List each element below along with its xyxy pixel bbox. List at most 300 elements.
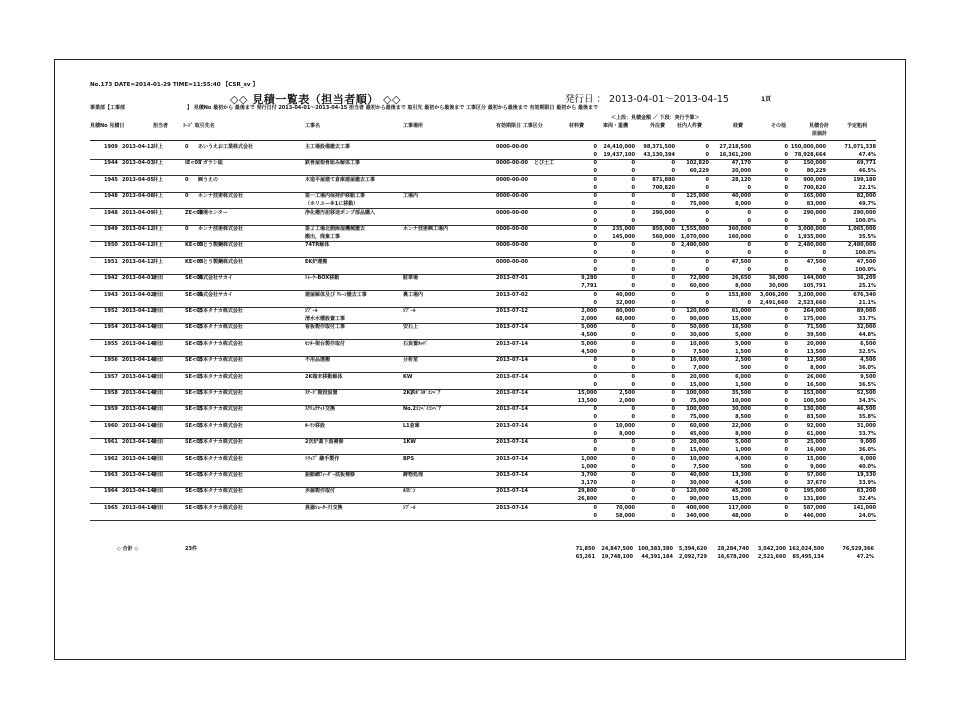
budget-amount: 0 <box>705 266 709 273</box>
budget-amount: 30,000 <box>768 283 788 290</box>
estimate-amount: 0 <box>784 488 788 495</box>
estimate-no: 1960 <box>104 422 118 429</box>
estimate-amount: 4,000 <box>735 455 751 462</box>
budget-amount: 8,000 <box>735 430 751 437</box>
budget-amount: 0 <box>671 365 675 372</box>
estimate-amount: 47,500 <box>731 258 751 265</box>
estimate-date: 2013-04-12 <box>122 308 154 314</box>
client-code: SE<05 <box>185 439 204 446</box>
estimate-amount: 61,000 <box>731 308 751 314</box>
estimate-amount: 0 <box>593 160 597 167</box>
estimate-amount: 100,000 <box>686 390 709 396</box>
estimate-amount: 102,820 <box>686 160 709 167</box>
budget-amount: 0 <box>593 184 597 191</box>
total-estimate-amount: 71,850 <box>575 546 595 552</box>
estimate-amount: 120,000 <box>686 308 709 314</box>
budget-amount: 1,000 <box>735 447 751 454</box>
client-name: かとう製鋼株式会社 <box>198 242 244 249</box>
estimate-date: 2013-04-14 <box>122 472 154 478</box>
estimate-amount: 0 <box>784 406 788 413</box>
estimate-amount: 24,410,000 <box>603 144 635 150</box>
estimate-amount: 150,000,000 <box>790 144 826 150</box>
estimate-amount: 6,500 <box>860 340 876 347</box>
expiry-date: 0000-00-00 <box>496 242 528 249</box>
budget-amount: 0 <box>671 463 675 470</box>
table-row <box>90 324 876 340</box>
estimate-amount: 0 <box>784 357 788 364</box>
budget-amount: 0 <box>593 217 597 224</box>
person-name: 井上 <box>153 176 164 183</box>
estimate-amount: 9,280 <box>581 275 597 282</box>
person-name: 井上 <box>153 209 164 216</box>
work-site: ｼﾌﾞｰﾙ <box>403 504 416 511</box>
estimate-date: 2013-04-14 <box>122 504 154 511</box>
estimate-amount: 40,000 <box>731 193 751 200</box>
estimate-no: 1954 <box>104 324 118 331</box>
estimate-amount: 0 <box>671 406 675 413</box>
budget-amount: 83,500 <box>806 414 826 421</box>
work-name: 建屋解体及び ｸﾚｰﾝ撤去工事 <box>305 291 367 298</box>
estimate-amount: 0 <box>784 472 788 478</box>
estimate-date: 2013-04-08 <box>122 193 154 200</box>
budget-amount: 48,000 <box>731 512 751 519</box>
budget-amount: 20,000 <box>731 168 751 175</box>
estimate-amount: 72,000 <box>689 275 709 282</box>
budget-amount: 0 <box>631 414 635 421</box>
estimate-amount: 70,000 <box>615 504 635 511</box>
budget-amount: 0 <box>784 365 788 372</box>
budget-amount: 0 <box>784 184 788 191</box>
budget-amount: 40.0% <box>858 463 876 470</box>
report-title: ◇◇ 見積一覧表（担当者順） ◇◇ <box>230 93 401 106</box>
work-name: ｼﾌﾞｰﾙ <box>305 308 318 314</box>
estimate-amount: 3,000,000 <box>797 226 826 232</box>
work-name: 木造平屋建て倉庫建屋撤去工事 <box>305 176 376 183</box>
estimate-amount: 0 <box>593 176 597 183</box>
estimate-amount: 26,000 <box>806 373 826 380</box>
budget-amount: 0 <box>631 184 635 191</box>
person-name: 新田 <box>153 275 164 282</box>
estimate-amount: 71,071,338 <box>844 144 876 150</box>
budget-amount: 8,000 <box>735 283 751 290</box>
client-name: ㈱うえの <box>198 176 219 183</box>
expiry-date: 2013-07-14 <box>496 324 528 331</box>
total-estimate-amount: 3,042,200 <box>757 546 786 552</box>
work-name: ｽﾃｰｼﾞ階段設置 <box>305 390 338 396</box>
col-expense: 経費 <box>733 123 744 129</box>
estimate-amount: 35,500 <box>731 390 751 396</box>
estimate-amount: 235,000 <box>612 226 635 232</box>
table-row <box>90 226 876 242</box>
budget-amount: 37,670 <box>806 480 826 486</box>
estimate-amount: 0 <box>784 258 788 265</box>
budget-amount: 0 <box>822 217 826 224</box>
budget-amount: 0 <box>671 316 675 322</box>
col-cost-total: 原価計 <box>812 131 828 137</box>
estimate-amount: 0 <box>631 455 635 462</box>
estimate-no: 1957 <box>104 373 118 380</box>
estimate-amount: 900,000 <box>803 176 826 183</box>
person-name: 新田 <box>153 291 164 298</box>
budget-amount: 100.0% <box>855 217 876 224</box>
page-number: 1頁 <box>761 96 772 103</box>
budget-amount: 700,820 <box>652 184 675 191</box>
client-name: 日本タナカ株式会社 <box>198 422 243 429</box>
budget-amount: 0 <box>784 430 788 437</box>
estimate-amount: 20,000 <box>689 439 709 446</box>
estimate-amount: 0 <box>671 455 675 462</box>
estimate-amount: 0 <box>784 193 788 200</box>
budget-amount: 75,000 <box>689 398 709 404</box>
estimate-amount: 0 <box>671 439 675 446</box>
estimate-amount: 130,000 <box>803 406 826 413</box>
budget-amount: 33.9% <box>858 480 876 486</box>
estimate-amount: 0 <box>784 439 788 446</box>
estimate-amount: 45,200 <box>731 488 751 495</box>
condition-filters: 】 見積No 最初から 最後まで 発行日付 2013-04-01～2013-04-15 担当者 最初から最後まで 取引先 最初から最後まで 工事区分 最初から最後まで 有効期限日 最初から 最後まで <box>187 105 598 111</box>
total-count: 23件 <box>185 546 197 552</box>
budget-amount: 0 <box>671 348 675 355</box>
budget-amount: 1,000 <box>581 463 597 470</box>
budget-amount: 0 <box>784 332 788 339</box>
budget-amount: 1,935,000 <box>797 234 826 240</box>
client-code: IE<05 <box>185 160 202 167</box>
work-name-line2: 搬出，廃棄工事 <box>305 234 341 240</box>
estimate-amount: 360,000 <box>728 226 751 232</box>
client-name: 日本タナカ株式会社 <box>198 439 243 446</box>
expiry-date: 2013-07-14 <box>496 488 528 495</box>
estimate-amount: 3,700 <box>581 472 597 478</box>
budget-amount: 90,000 <box>689 316 709 322</box>
estimate-no: 1909 <box>104 144 118 150</box>
budget-amount: 0 <box>671 332 675 339</box>
work-name: ﾄﾗｯﾌﾟ 継手製作 <box>305 455 340 462</box>
estimate-amount: 63,200 <box>856 488 876 495</box>
estimate-date: 2013-04-14 <box>122 340 154 347</box>
budget-amount: 58,000 <box>615 512 635 519</box>
total-estimate-amount: 76,529,366 <box>842 546 874 552</box>
client-name: 日本タナカ株式会社 <box>198 340 243 347</box>
work-name: 2次炉蓋下落補修 <box>305 439 344 446</box>
budget-amount: 0 <box>671 414 675 421</box>
budget-amount: 0 <box>784 234 788 240</box>
expiry-date: 0000-00-00 <box>496 209 528 216</box>
work-site: ホンナ技術㈱工場内 <box>403 226 449 232</box>
estimate-amount: 0 <box>593 406 597 413</box>
estimate-amount: 0 <box>631 340 635 347</box>
estimate-amount: 0 <box>784 308 788 314</box>
work-name: 歩廊製作取付 <box>305 488 336 495</box>
budget-amount: 2,000 <box>581 316 597 322</box>
client-code: SE<05 <box>185 422 204 429</box>
budget-amount: 0 <box>593 201 597 208</box>
budget-amount: 0 <box>671 496 675 503</box>
estimate-amount: 0 <box>631 176 635 183</box>
estimate-amount: 2,480,000 <box>680 242 709 249</box>
budget-amount: 0 <box>593 430 597 437</box>
total-label: ◇ 合計 ◇ <box>117 546 139 552</box>
estimate-amount: 2,500 <box>619 390 635 396</box>
expiry-date: 2013-07-02 <box>496 291 528 298</box>
budget-amount: 0 <box>784 398 788 404</box>
header-rule <box>90 140 876 141</box>
estimate-amount: 587,000 <box>803 504 826 511</box>
estimate-amount: 0 <box>671 422 675 429</box>
client-code: KE<05 <box>185 242 204 249</box>
client-name: 日本タナカ株式会社 <box>198 373 243 380</box>
client-code: SE<05 <box>185 488 204 495</box>
estimate-amount: 60,000 <box>689 422 709 429</box>
table-row <box>90 275 876 291</box>
estimate-amount: 0 <box>593 226 597 232</box>
person-name: 井上 <box>153 144 164 150</box>
col-other: その他 <box>771 123 787 129</box>
client-name: 日本タナカ株式会社 <box>198 308 243 314</box>
estimate-amount: 0 <box>631 209 635 216</box>
estimate-amount: 0 <box>631 439 635 446</box>
expiry-date: 0000-00-00 <box>496 258 528 265</box>
budget-amount: 33.7% <box>858 316 876 322</box>
expiry-date: 2013-07-14 <box>496 422 528 429</box>
budget-amount: 25.1% <box>858 283 876 290</box>
estimate-amount: 92,000 <box>806 422 826 429</box>
work-site: 石炭置ﾎｯﾊﾟ <box>403 340 429 347</box>
estimate-amount: 0 <box>671 291 675 298</box>
client-code: 0 <box>185 226 189 232</box>
expiry-date: 2013-07-14 <box>496 340 528 347</box>
estimate-amount: 0 <box>593 258 597 265</box>
estimate-no: 1952 <box>104 308 118 314</box>
expiry-date: 2013-07-14 <box>496 357 528 364</box>
estimate-amount: 71,500 <box>806 324 826 331</box>
total-budget-amount: 47.2% <box>856 554 874 560</box>
estimate-amount: 0 <box>705 209 709 216</box>
budget-amount: 0 <box>631 447 635 454</box>
estimate-amount: 29,800 <box>577 488 597 495</box>
budget-amount: 2,000 <box>619 398 635 404</box>
work-name-line2: （ホリユー※1に移動） <box>305 201 359 208</box>
col-person: 担当者 <box>153 123 169 129</box>
estimate-date: 2013-04-14 <box>122 373 154 380</box>
estimate-amount: 2,480,000 <box>797 242 826 249</box>
budget-amount: 61,000 <box>806 430 826 437</box>
col-no-date: 見積No 見積日 <box>90 123 125 129</box>
expiry-date: 0000-00-00 <box>496 144 528 150</box>
budget-amount: 500 <box>740 365 751 372</box>
estimate-no: 1942 <box>104 275 118 282</box>
estimate-amount: 0 <box>593 422 597 429</box>
estimate-no: 1964 <box>104 488 118 495</box>
budget-amount: 2,523,660 <box>797 299 826 306</box>
estimate-amount: 36,000 <box>768 275 788 282</box>
estimate-amount: 0 <box>671 160 675 167</box>
client-name: イガラシ組 <box>198 160 223 167</box>
client-code: SE<05 <box>185 406 204 413</box>
estimate-amount: 850,000 <box>652 226 675 232</box>
estimate-no: 1965 <box>104 504 118 511</box>
budget-amount: 700,820 <box>803 184 826 191</box>
budget-amount: 0 <box>784 381 788 388</box>
budget-amount: 68,000 <box>615 316 635 322</box>
estimate-amount: 13,300 <box>731 472 751 478</box>
budget-amount: 39,500 <box>806 332 826 339</box>
table-row <box>90 259 876 275</box>
estimate-amount: 676,340 <box>853 291 876 298</box>
work-site: 分析室 <box>403 357 419 364</box>
budget-amount: 0 <box>631 266 635 273</box>
estimate-amount: 3,200,000 <box>797 291 826 298</box>
budget-amount: 7,791 <box>581 283 597 290</box>
total-estimate-amount: 162,024,500 <box>788 546 824 552</box>
budget-amount: 0 <box>631 283 635 290</box>
estimate-amount: 10,000 <box>689 357 709 364</box>
expiry-date: 2013-07-14 <box>496 472 528 478</box>
work-name: 第２工場北側除湿機械撤去 <box>305 226 366 232</box>
client-code: SE<05 <box>185 291 204 298</box>
estimate-amount: 47,500 <box>806 258 826 265</box>
estimate-amount: 0 <box>631 324 635 331</box>
work-name: 浄化槽汚泥移送ポンプ部品購入 <box>305 209 376 216</box>
work-site: L1倉庫 <box>403 422 420 429</box>
estimate-amount: 20,000 <box>689 373 709 380</box>
estimate-amount: 0 <box>631 242 635 249</box>
estimate-amount: 0 <box>705 258 709 265</box>
estimate-amount: 0 <box>784 176 788 183</box>
estimate-amount: 36,209 <box>856 275 876 282</box>
estimate-amount: 144,000 <box>803 275 826 282</box>
work-name: ﾎｰﾗﾝ移設 <box>305 422 326 429</box>
estimate-amount: 0 <box>784 340 788 347</box>
estimate-amount: 57,000 <box>806 472 826 478</box>
budget-amount: 0 <box>631 217 635 224</box>
budget-amount: 160,000 <box>728 234 751 240</box>
col-vehicle: 車両・重機 <box>603 123 629 129</box>
estimate-amount: 0 <box>784 504 788 511</box>
work-name: 第一工場内保持炉移動工事 <box>305 193 366 200</box>
col-client: ｺｰﾄﾞ 取引先名 <box>183 123 215 129</box>
estimate-date: 2013-04-14 <box>122 406 154 413</box>
budget-amount: 1,500 <box>735 381 751 388</box>
budget-amount: 0 <box>784 463 788 470</box>
estimate-amount: 1,555,000 <box>680 226 709 232</box>
estimate-amount: 5,000 <box>735 439 751 446</box>
table-row <box>90 193 876 209</box>
client-code: SE<05 <box>185 308 204 314</box>
estimate-amount: 100,000 <box>686 406 709 413</box>
estimate-amount: 0 <box>593 144 597 150</box>
estimate-no: 1962 <box>104 455 118 462</box>
work-site: 鋳物処理 <box>403 472 424 478</box>
person-name: 新田 <box>153 422 164 429</box>
estimate-amount: 40,000 <box>689 472 709 478</box>
budget-amount: 0 <box>705 250 709 257</box>
budget-amount: 34.3% <box>858 398 876 404</box>
estimate-date: 2013-04-14 <box>122 488 154 495</box>
client-name: 株式会社サカイ <box>198 275 233 282</box>
budget-amount: 0 <box>631 332 635 339</box>
budget-amount: 32,000 <box>615 299 635 306</box>
budget-amount: 4,500 <box>735 480 751 486</box>
person-name: 新田 <box>153 357 164 364</box>
estimate-no: 1959 <box>104 406 118 413</box>
estimate-no: 1951 <box>104 258 118 265</box>
budget-amount: 90,000 <box>689 496 709 503</box>
budget-amount: 35.8% <box>858 414 876 421</box>
estimate-amount: 0 <box>784 226 788 232</box>
total-budget-amount: 2,521,660 <box>757 554 786 560</box>
budget-amount: 340,000 <box>686 512 709 519</box>
work-site: 駐車場 <box>403 275 419 282</box>
estimate-date: 2013-04-14 <box>122 324 154 331</box>
estimate-date: 2013-04-14 <box>122 455 154 462</box>
estimate-amount: 40,000 <box>615 291 635 298</box>
client-name: 日本タナカ株式会社 <box>198 504 243 511</box>
estimate-no: 1956 <box>104 357 118 364</box>
estimate-amount: 30,000 <box>731 406 751 413</box>
estimate-no: 1943 <box>104 291 118 298</box>
estimate-amount: 52,500 <box>856 390 876 396</box>
expiry-date: 2013-07-14 <box>496 373 528 380</box>
expiry-date: 2013-07-01 <box>496 275 528 282</box>
estimate-amount: 0 <box>784 160 788 167</box>
estimate-amount: 4,500 <box>860 357 876 364</box>
estimate-amount: 12,500 <box>806 357 826 364</box>
estimate-amount: 5,000 <box>581 324 597 331</box>
budget-amount: 4,500 <box>581 332 597 339</box>
estimate-amount: 15,000 <box>806 455 826 462</box>
total-estimate-amount: 28,284,740 <box>717 546 749 552</box>
client-code: SE<05 <box>185 472 204 478</box>
estimate-amount: 125,000 <box>686 193 709 200</box>
budget-amount: 0 <box>705 184 709 191</box>
estimate-amount: 0 <box>747 242 751 249</box>
budget-amount: 0 <box>671 266 675 273</box>
table-row <box>90 406 876 422</box>
estimate-amount: 0 <box>631 275 635 282</box>
budget-amount: 15,000 <box>689 447 709 454</box>
budget-amount: 5,000 <box>735 332 751 339</box>
estimate-amount: 0 <box>671 258 675 265</box>
budget-amount: 7,500 <box>693 463 709 470</box>
budget-amount: 13,500 <box>806 348 826 355</box>
work-name: ｾﾝﾀｰ架台製作取付 <box>305 340 346 347</box>
client-name: 日本タナカ株式会社 <box>198 488 243 495</box>
estimate-amount: 0 <box>671 308 675 314</box>
budget-amount: 30,000 <box>689 480 709 486</box>
budget-amount: 0 <box>671 250 675 257</box>
budget-amount: 0 <box>631 365 635 372</box>
budget-amount: 0 <box>631 168 635 175</box>
estimate-amount: 0 <box>671 275 675 282</box>
expiry-date: 2013-07-14 <box>496 455 528 462</box>
estimate-amount: 199,180 <box>853 176 876 183</box>
work-name: 鉄骨屋根骨組み解体工事 <box>305 160 361 167</box>
budget-amount: 1,070,000 <box>680 234 709 240</box>
col-outsource: 外注費 <box>650 123 666 129</box>
table-row <box>90 505 876 521</box>
work-site: 2K鉄ﾎﾞｽﾎﾞｺﾝﾍﾞｱ <box>403 390 441 396</box>
col-profit: 予定粗利 <box>847 123 868 129</box>
table-row <box>90 341 876 357</box>
estimate-amount: 0 <box>631 488 635 495</box>
estimate-amount: 46,500 <box>856 406 876 413</box>
estimate-amount: 0 <box>593 291 597 298</box>
estimate-amount: 0 <box>671 390 675 396</box>
budget-amount: 36.0% <box>858 447 876 454</box>
work-name: 2K端末移動解体 <box>305 373 343 380</box>
estimate-amount: 0 <box>631 373 635 380</box>
estimate-amount: 0 <box>784 209 788 216</box>
